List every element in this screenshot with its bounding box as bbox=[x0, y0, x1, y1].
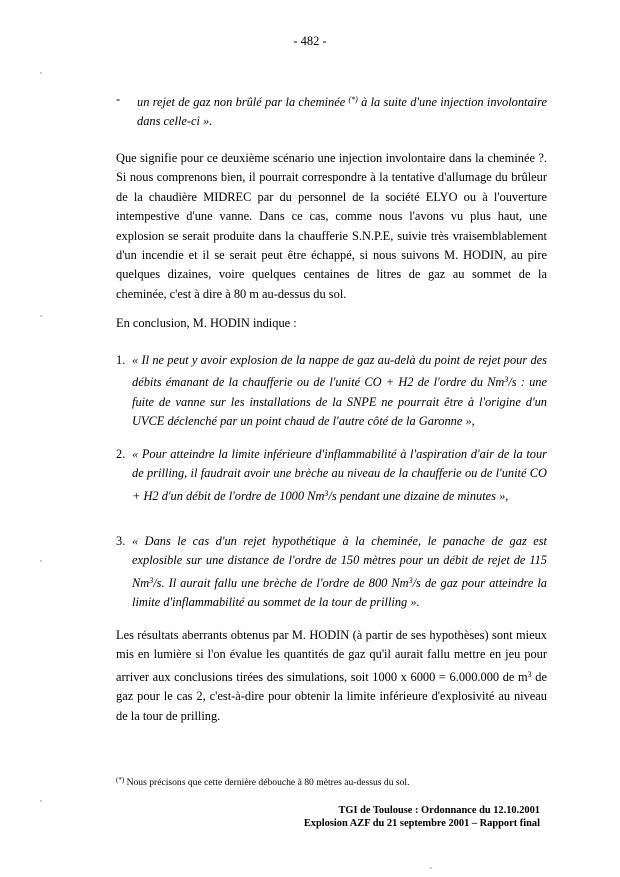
reference-line-1: TGI de Toulouse : Ordonnance du 12.10.2001 bbox=[338, 805, 540, 816]
footnote-reference: (*) bbox=[348, 95, 358, 104]
results-paragraph: Les résultats aberrants obtenus par M. HODIN (à partir de ses hypothèses) sont mieux mis en lumière si l'on évalue les quantités de gaz qu'il aurait fallu mettre en jeu pour arriver aux conclusions tirées des simulations, soit 1000 x 6000 = 6.000.000 de $m^3$ de gaz pour le cas 2, c'est-à-dire pour obtenir la limite inférieure d'explosivité au niveau de la tour de prilling. bbox=[116, 628, 547, 723]
reference-line-2: Explosion AZF du 21 septembre 2001 – Rapport final bbox=[303, 818, 540, 829]
footnote-mark: (*) bbox=[116, 776, 125, 784]
scan-speck bbox=[40, 315, 42, 317]
item-text: « Pour atteindre la limite inférieure d'inflammabilité à l'aspiration d'air de la tour de prilling, il faudrait avoir une brèche au niveau de la chaufferie ou de l'unité CO + H2 d'un débit de l'ordre de 1000 Nm$^3$/s pendant une dizaine de minutes », bbox=[132, 447, 547, 503]
document-reference bbox=[304, 804, 540, 830]
scan-speck bbox=[40, 560, 42, 562]
paragraph bbox=[116, 149, 547, 304]
item-number: 3. bbox=[116, 534, 126, 548]
page-number: - 482 - bbox=[293, 34, 327, 48]
scan-speck bbox=[40, 72, 42, 74]
item-text: « Dans le cas d'un rejet hypothétique à la cheminée, le panache de gaz est explosible sur une distance de l'ordre de 150 mètres pour un débit de rejet de 115 Nm$^3$/s. Il aurait fallu une brèche de l'ordre de 800 Nm$^3$/s de gaz pour atteindre la limite d'inflammabilité au sommet de la tour de prilling ». bbox=[132, 534, 548, 610]
scan-speck bbox=[40, 800, 42, 802]
item-text: « Il ne peut y avoir explosion de la nappe de gaz au-delà du point de rejet pour des débits émanant de la chaufferie ou de l'unité CO + H2 de l'ordre du Nm$^3$/s : une fuite de vanne sur les installations de la SNPE ne pourrait être à l'origine d'un UVCE déclenché par un point chaud de l'autre côté de la Garonne », bbox=[132, 353, 547, 429]
paragraph-text: Que signifie pour ce deuxième scénario une injection involontaire dans la cheminée ?. Si nous comprenons bien, il pourrait correspondre à la tentative d'allumage du brûleur de la chaudière MIDREC par du personnel de la société ELYO ou à l'ouverture intempestive d'une vanne. Dans ce cas, comme nous l'avons vu plus haut, une explosion se serait produite dans la chaufferie S.N.P.E, suivie très vraisemblablement d'un incendie et il se serait peut être échappé, si nous suivons M. HODIN, au pire quelques dizaines, voire quelques centaines de litres de gaz au sommet de la cheminée, c'est à dire à 80 m au-dessus du sol. bbox=[116, 151, 547, 301]
numbered-item bbox=[116, 351, 547, 432]
item-number: 2. bbox=[116, 447, 126, 461]
bullet-quote bbox=[116, 90, 547, 132]
conclusion-intro: En conclusion, M. HODIN indique : bbox=[116, 316, 297, 330]
item-number: 1. bbox=[116, 353, 126, 367]
numbered-item bbox=[116, 532, 547, 613]
bullet-dash: - bbox=[116, 92, 121, 106]
bullet-text: un rejet de gaz non brûlé par la cheminée (*) à la suite d'une injection involontaire dans celle-ci ». bbox=[137, 95, 547, 129]
footnote: (*) Nous précisons que cette dernière débouche à 80 mètres au-dessus du sol. bbox=[116, 776, 410, 788]
numbered-item bbox=[116, 445, 547, 506]
scan-speck bbox=[430, 867, 432, 869]
